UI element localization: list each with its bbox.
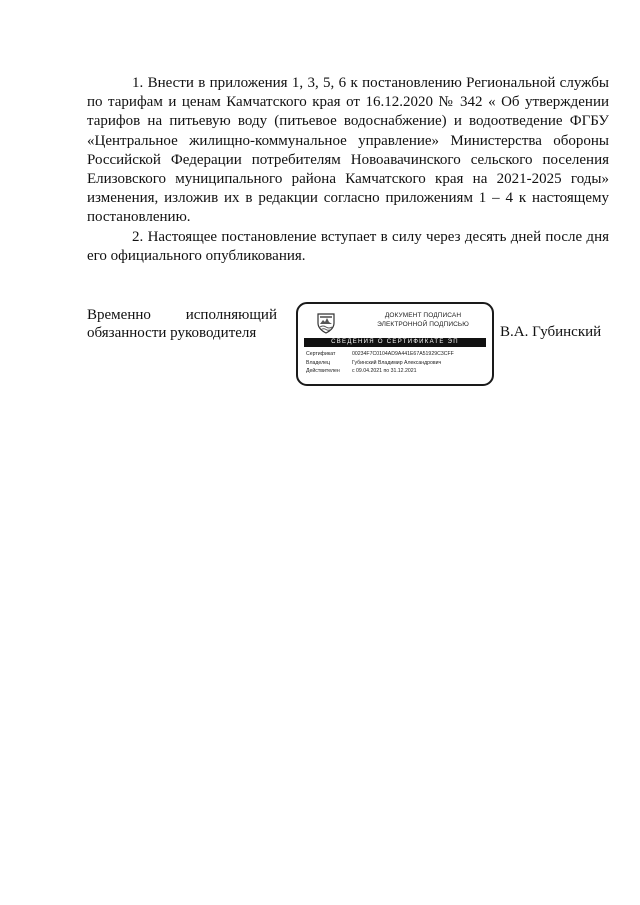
stamp-header xyxy=(358,312,488,329)
signatory-position-line2: обязанности руководителя xyxy=(87,325,257,341)
document-body xyxy=(87,74,609,266)
stamp-row xyxy=(306,367,488,376)
stamp-row xyxy=(306,359,488,368)
signatory-position-line1 xyxy=(87,306,277,324)
stamp-row-label: Сертификат xyxy=(306,351,336,357)
stamp-header-line1: ДОКУМЕНТ ПОДПИСАН xyxy=(384,312,462,319)
stamp-rows xyxy=(306,350,488,376)
stamp-header-line2: ЭЛЕКТРОННОЙ ПОДПИСЬЮ xyxy=(377,320,469,328)
stamp-row-value: 00234F7C0104AD9A441E67A51929C3CFF xyxy=(352,351,454,357)
signatory-position xyxy=(87,306,277,342)
stamp-row-value: с 09.04.2021 по 31.12.2021 xyxy=(352,368,417,374)
stamp-certificate-bar: СВЕДЕНИЯ О СЕРТИФИКАТЕ ЭП xyxy=(304,338,486,347)
electronic-signature-stamp xyxy=(296,302,494,386)
stamp-row-label: Владелец xyxy=(306,359,330,366)
paragraph-1: 1. Внести в приложения 1, 3, 5, 6 к постановлению Региональной службы по тарифам и ценам Камчатского края от 16.12.2020 № 342 « Об утверждении тарифов на питьевую воду (питьевое водоснабжение) и водоотведение ФГБУ «Центральное жилищно-коммунальное управление» Министерства обороны Российской Федерации потребителям Новоавачинского сельского поселения Елизовского муниципального района Камчатского края на 2021-2025 годы» изменения, изложив их в редакции согласно приложениям 1 – 4 к настоящему постановлению. xyxy=(87,75,609,226)
signatory-name: В.А. Губинский xyxy=(500,324,602,340)
stamp-row-label: Действителен xyxy=(306,368,340,374)
paragraph-2: 2. Настоящее постановление вступает в силу через десять дней после дня его официального опубликования. xyxy=(87,228,609,264)
coat-of-arms-icon xyxy=(316,312,336,334)
signatory-word-2: исполняющий xyxy=(185,307,277,323)
stamp-row-value: Губинский Владимир Александрович xyxy=(352,359,442,366)
signatory-word-1: Временно xyxy=(87,307,151,323)
stamp-row xyxy=(306,350,488,359)
